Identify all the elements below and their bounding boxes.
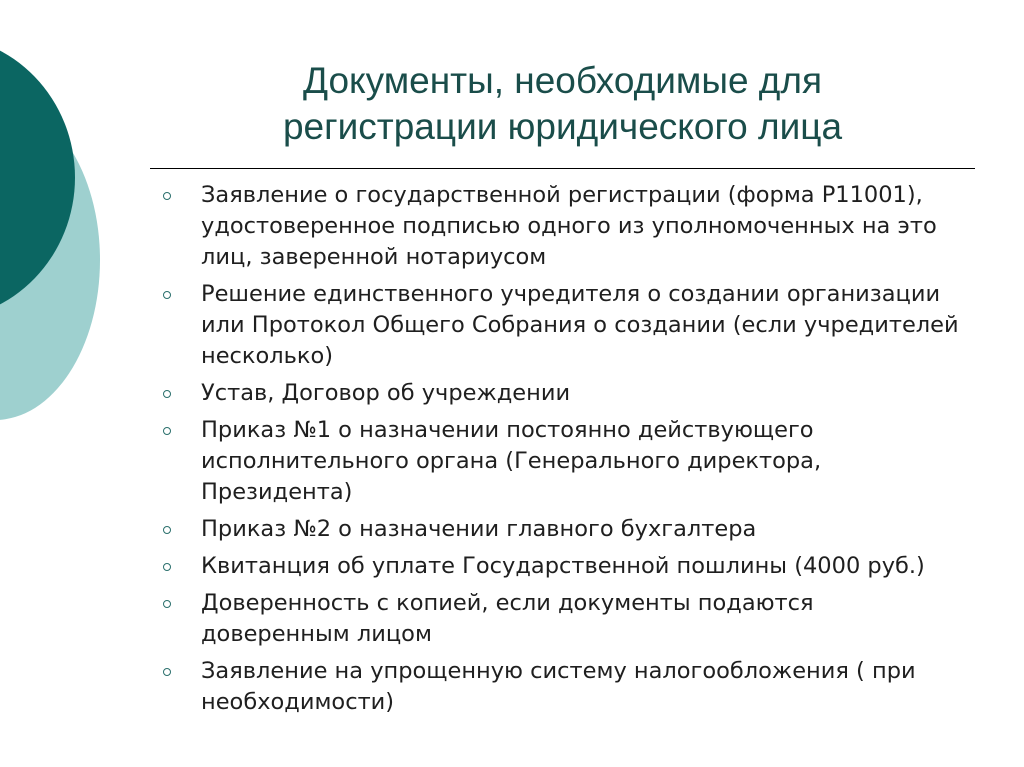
list-item-text: Квитанция об уплате Государственной пошлины (4000 руб.) — [201, 553, 925, 579]
list-item-text: Доверенность с копией, если документы подаются доверенным лицом — [201, 590, 814, 647]
list-item-text: Устав, Договор об учреждении — [201, 380, 571, 406]
slide-title — [150, 58, 975, 150]
bullet-circle-icon — [163, 563, 171, 571]
list-item — [160, 415, 960, 508]
list-item — [160, 514, 960, 545]
document-list — [160, 180, 960, 724]
list-item — [160, 180, 960, 273]
title-line-1: Документы, необходимые для — [302, 60, 823, 101]
bullet-circle-icon — [163, 668, 171, 676]
list-item-text: Заявление на упрощенную систему налогообложения ( при необходимости) — [201, 658, 916, 715]
title-divider — [150, 168, 975, 169]
bullet-circle-icon — [163, 291, 171, 299]
bullet-circle-icon — [163, 192, 171, 200]
bullet-circle-icon — [163, 526, 171, 534]
bullet-circle-icon — [163, 427, 171, 435]
title-line-2: регистрации юридического лица — [282, 106, 843, 147]
list-item — [160, 588, 960, 650]
list-item — [160, 656, 960, 718]
list-item-text: Приказ №1 о назначении постоянно действующего исполнительного органа (Генерального директора, Президента) — [201, 417, 822, 505]
list-item — [160, 551, 960, 582]
bullet-circle-icon — [163, 600, 171, 608]
bullet-circle-icon — [163, 390, 171, 398]
list-item — [160, 279, 960, 372]
list-item-text: Приказ №2 о назначении главного бухгалтера — [201, 516, 757, 542]
list-item-text: Решение единственного учредителя о создании организации или Протокол Общего Собрания о создании (если учредителей несколько) — [201, 281, 959, 369]
list-item-text: Заявление о государственной регистрации (форма Р11001), удостоверенное подписью одного из уполномоченных на это лиц, заверенной нотариусом — [201, 182, 937, 270]
list-item — [160, 378, 960, 409]
